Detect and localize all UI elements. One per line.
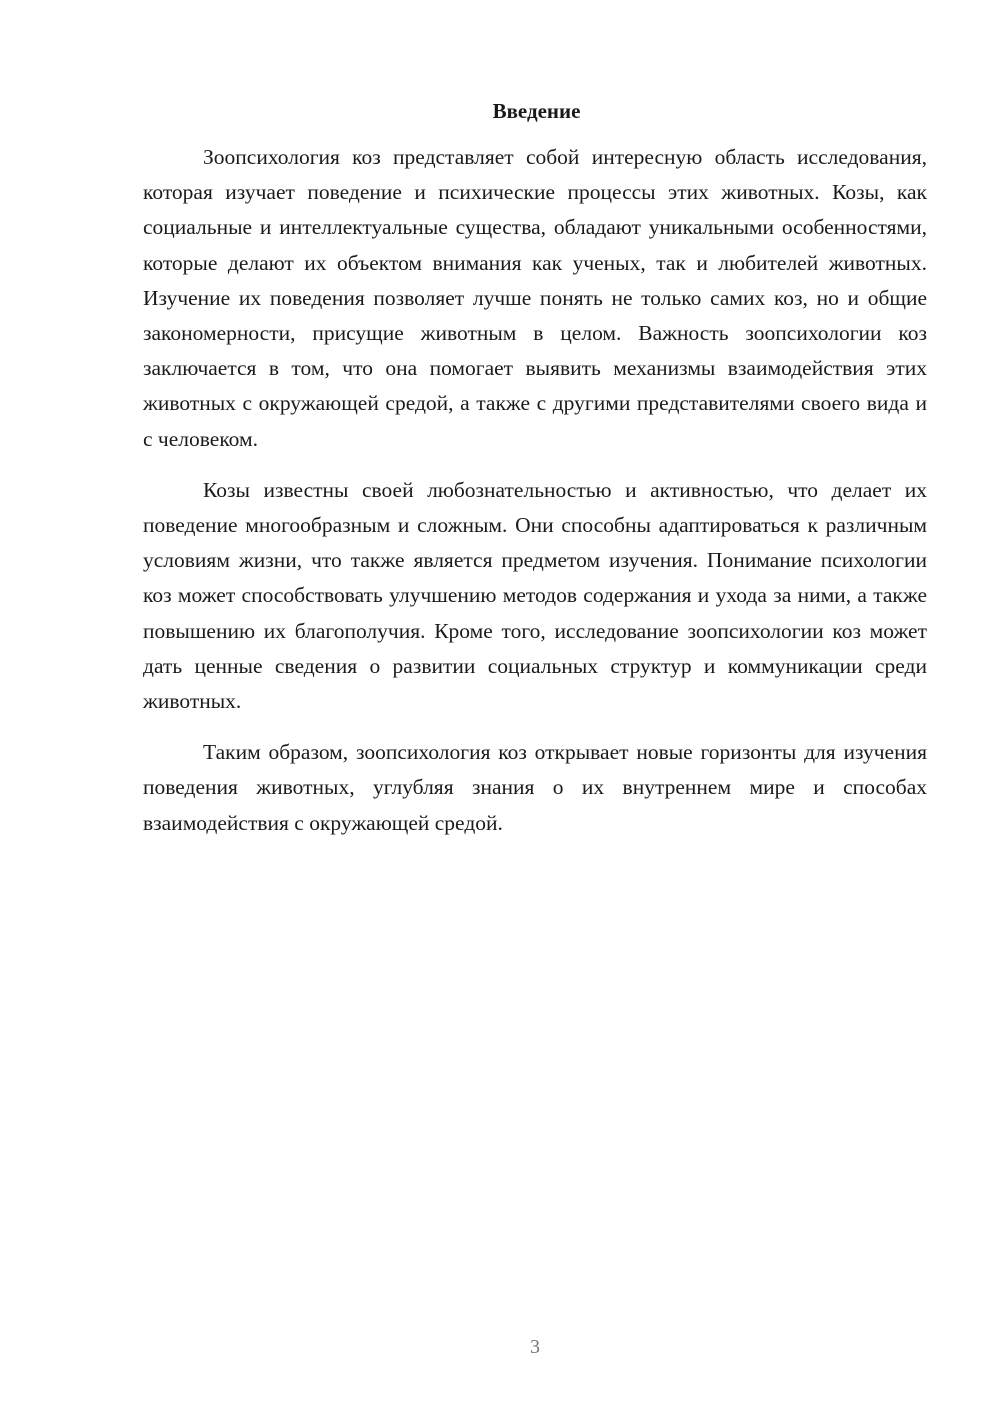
paragraph: Козы известны своей любознательностью и активностью, что делает их поведение многообразным и сложным. Они способны адаптироваться к различным условиям жизни, что также является предметом изучения. Понимание психологии коз может способствовать улучшению методов содержания и ухода за ними, а также повышению их благополучия. Кроме того, исследование зоопсихологии коз может дать ценные сведения о развитии социальных структур и коммуникации среди животных. [143,477,927,714]
page-number: 3 [530,1336,540,1358]
section-heading: Введение [492,99,581,123]
paragraph: Зоопсихология коз представляет собой интересную область исследования, которая изучает поведение и психические процессы этих животных. Козы, как социальные и интеллектуальные существа, обладают уникальными особенностями, которые делают их объектом внимания как ученых, так и любителей животных. Изучение их поведения позволяет лучше понять не только самих коз, но и общие закономерности, присущие животным в целом. Важность зоопсихологии коз заключается в том, что она помогает выявить механизмы взаимодействия этих животных с окружающей средой, а также с другими представителями своего вида и с человеком. [143,145,927,451]
page-content [143,96,927,857]
paragraph: Таким образом, зоопсихология коз открывает новые горизонты для изучения поведения животных, углубляя знания о их внутреннем мире и способах взаимодействия с окружающей средой. [143,740,927,835]
